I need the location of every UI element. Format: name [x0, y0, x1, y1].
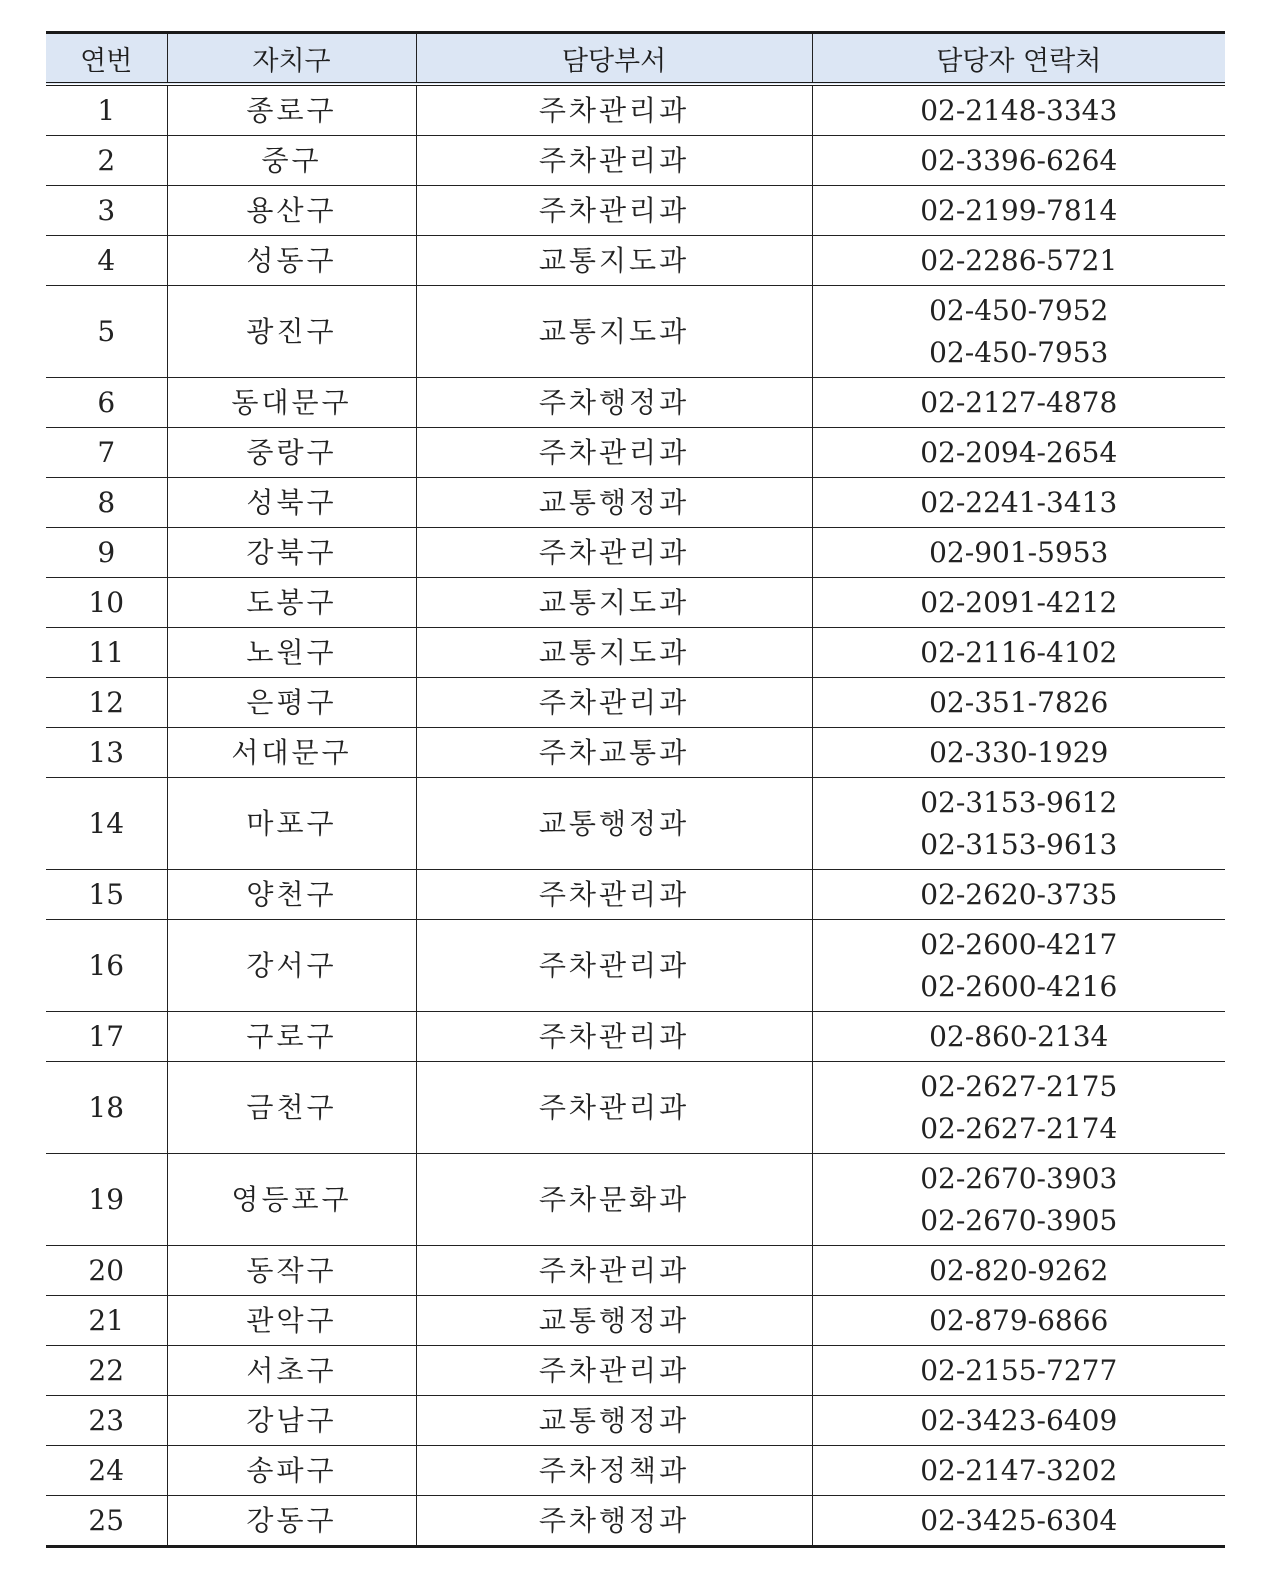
- table-row: [46, 920, 1225, 1012]
- phone-number: 02-351-7826: [929, 685, 1109, 719]
- table-row: [46, 1246, 1225, 1296]
- phone-number: 02-2620-3735: [920, 877, 1118, 911]
- table-row: [46, 628, 1225, 678]
- contact-cell: [812, 778, 1225, 870]
- row-number: 18: [46, 1062, 167, 1154]
- district-name: 노원구: [167, 628, 416, 678]
- district-name: 광진구: [167, 286, 416, 378]
- phone-number: 02-3425-6304: [920, 1503, 1118, 1537]
- phone-number: 02-450-7953: [929, 335, 1109, 369]
- table-row: [46, 1154, 1225, 1246]
- contact-table-container: [46, 31, 1225, 1548]
- department-name: 주차관리과: [416, 528, 812, 578]
- header-no: 연번: [46, 33, 167, 85]
- phone-number: 02-2286-5721: [920, 243, 1118, 277]
- row-number: 16: [46, 920, 167, 1012]
- district-name: 마포구: [167, 778, 416, 870]
- district-name: 강동구: [167, 1496, 416, 1547]
- phone-number: 02-2600-4217: [920, 927, 1118, 961]
- contact-cell: [812, 186, 1225, 236]
- table-header: [46, 33, 1225, 85]
- table-row: [46, 870, 1225, 920]
- contact-cell: [812, 578, 1225, 628]
- contact-cell: [812, 84, 1225, 136]
- department-name: 주차관리과: [416, 136, 812, 186]
- district-name: 영등포구: [167, 1154, 416, 1246]
- phone-number: 02-2116-4102: [920, 635, 1118, 669]
- department-name: 교통행정과: [416, 778, 812, 870]
- department-name: 교통행정과: [416, 478, 812, 528]
- table-row: [46, 528, 1225, 578]
- row-number: 23: [46, 1396, 167, 1446]
- row-number: 6: [46, 378, 167, 428]
- district-contact-table: [46, 31, 1225, 1548]
- district-name: 은평구: [167, 678, 416, 728]
- contact-cell: [812, 628, 1225, 678]
- table-body: [46, 84, 1225, 1547]
- table-row: [46, 84, 1225, 136]
- row-number: 12: [46, 678, 167, 728]
- table-row: [46, 1346, 1225, 1396]
- table-row: [46, 478, 1225, 528]
- department-name: 교통지도과: [416, 286, 812, 378]
- district-name: 관악구: [167, 1296, 416, 1346]
- phone-number: 02-2147-3202: [920, 1453, 1118, 1487]
- district-name: 서대문구: [167, 728, 416, 778]
- contact-cell: [812, 920, 1225, 1012]
- contact-cell: [812, 870, 1225, 920]
- phone-number: 02-2148-3343: [920, 93, 1118, 127]
- header-contact: 담당자 연락처: [812, 33, 1225, 85]
- phone-number: 02-3153-9613: [920, 827, 1118, 861]
- department-name: 교통행정과: [416, 1396, 812, 1446]
- department-name: 주차관리과: [416, 920, 812, 1012]
- phone-number: 02-2094-2654: [920, 435, 1118, 469]
- district-name: 종로구: [167, 84, 416, 136]
- table-row: [46, 1296, 1225, 1346]
- table-row: [46, 428, 1225, 478]
- contact-cell: [812, 136, 1225, 186]
- phone-number: 02-860-2134: [929, 1019, 1109, 1053]
- header-district: 자치구: [167, 33, 416, 85]
- contact-cell: [812, 478, 1225, 528]
- row-number: 2: [46, 136, 167, 186]
- department-name: 주차문화과: [416, 1154, 812, 1246]
- district-name: 서초구: [167, 1346, 416, 1396]
- contact-cell: [812, 1246, 1225, 1296]
- row-number: 14: [46, 778, 167, 870]
- table-row: [46, 286, 1225, 378]
- district-name: 중랑구: [167, 428, 416, 478]
- phone-number: 02-3396-6264: [920, 143, 1118, 177]
- row-number: 5: [46, 286, 167, 378]
- table-row: [46, 236, 1225, 286]
- phone-number: 02-2155-7277: [920, 1353, 1118, 1387]
- phone-number: 02-2600-4216: [920, 969, 1118, 1003]
- contact-cell: [812, 728, 1225, 778]
- row-number: 15: [46, 870, 167, 920]
- district-name: 동작구: [167, 1246, 416, 1296]
- district-name: 용산구: [167, 186, 416, 236]
- department-name: 교통행정과: [416, 1296, 812, 1346]
- department-name: 주차관리과: [416, 678, 812, 728]
- department-name: 주차관리과: [416, 428, 812, 478]
- row-number: 24: [46, 1446, 167, 1496]
- department-name: 주차관리과: [416, 1246, 812, 1296]
- row-number: 9: [46, 528, 167, 578]
- phone-number: 02-2670-3905: [920, 1203, 1118, 1237]
- table-row: [46, 1062, 1225, 1154]
- department-name: 주차행정과: [416, 378, 812, 428]
- table-row: [46, 678, 1225, 728]
- row-number: 13: [46, 728, 167, 778]
- header-department: 담당부서: [416, 33, 812, 85]
- phone-number: 02-879-6866: [929, 1303, 1109, 1337]
- district-name: 양천구: [167, 870, 416, 920]
- district-name: 성동구: [167, 236, 416, 286]
- department-name: 교통지도과: [416, 236, 812, 286]
- table-row: [46, 136, 1225, 186]
- phone-number: 02-820-9262: [929, 1253, 1109, 1287]
- phone-number: 02-2627-2174: [920, 1111, 1118, 1145]
- table-row: [46, 1446, 1225, 1496]
- district-name: 도봉구: [167, 578, 416, 628]
- contact-cell: [812, 1012, 1225, 1062]
- department-name: 주차관리과: [416, 1346, 812, 1396]
- department-name: 주차관리과: [416, 186, 812, 236]
- department-name: 주차관리과: [416, 870, 812, 920]
- contact-cell: [812, 1346, 1225, 1396]
- phone-number: 02-2091-4212: [920, 585, 1118, 619]
- row-number: 3: [46, 186, 167, 236]
- phone-number: 02-2627-2175: [920, 1069, 1118, 1103]
- phone-number: 02-2670-3903: [920, 1161, 1118, 1195]
- department-name: 주차행정과: [416, 1496, 812, 1547]
- contact-cell: [812, 236, 1225, 286]
- department-name: 교통지도과: [416, 578, 812, 628]
- district-name: 중구: [167, 136, 416, 186]
- department-name: 주차교통과: [416, 728, 812, 778]
- contact-cell: [812, 1154, 1225, 1246]
- district-name: 강남구: [167, 1396, 416, 1446]
- contact-cell: [812, 1062, 1225, 1154]
- phone-number: 02-2127-4878: [920, 385, 1118, 419]
- contact-cell: [812, 286, 1225, 378]
- header-row: [46, 33, 1225, 85]
- contact-cell: [812, 428, 1225, 478]
- contact-cell: [812, 1396, 1225, 1446]
- phone-number: 02-450-7952: [929, 293, 1109, 327]
- phone-number: 02-2241-3413: [920, 485, 1118, 519]
- table-row: [46, 1396, 1225, 1446]
- table-row: [46, 1496, 1225, 1547]
- row-number: 20: [46, 1246, 167, 1296]
- row-number: 7: [46, 428, 167, 478]
- row-number: 22: [46, 1346, 167, 1396]
- table-row: [46, 778, 1225, 870]
- row-number: 8: [46, 478, 167, 528]
- district-name: 금천구: [167, 1062, 416, 1154]
- district-name: 강북구: [167, 528, 416, 578]
- row-number: 10: [46, 578, 167, 628]
- phone-number: 02-901-5953: [929, 535, 1109, 569]
- table-row: [46, 186, 1225, 236]
- contact-cell: [812, 1496, 1225, 1547]
- department-name: 교통지도과: [416, 628, 812, 678]
- department-name: 주차관리과: [416, 1012, 812, 1062]
- department-name: 주차정책과: [416, 1446, 812, 1496]
- contact-cell: [812, 378, 1225, 428]
- table-row: [46, 378, 1225, 428]
- department-name: 주차관리과: [416, 84, 812, 136]
- row-number: 25: [46, 1496, 167, 1547]
- table-row: [46, 728, 1225, 778]
- row-number: 19: [46, 1154, 167, 1246]
- contact-cell: [812, 1296, 1225, 1346]
- district-name: 동대문구: [167, 378, 416, 428]
- phone-number: 02-330-1929: [929, 735, 1109, 769]
- phone-number: 02-3153-9612: [920, 785, 1118, 819]
- row-number: 11: [46, 628, 167, 678]
- row-number: 1: [46, 84, 167, 136]
- row-number: 17: [46, 1012, 167, 1062]
- contact-cell: [812, 678, 1225, 728]
- row-number: 21: [46, 1296, 167, 1346]
- row-number: 4: [46, 236, 167, 286]
- contact-cell: [812, 528, 1225, 578]
- phone-number: 02-3423-6409: [920, 1403, 1118, 1437]
- phone-number: 02-2199-7814: [920, 193, 1118, 227]
- table-row: [46, 1012, 1225, 1062]
- district-name: 성북구: [167, 478, 416, 528]
- district-name: 송파구: [167, 1446, 416, 1496]
- department-name: 주차관리과: [416, 1062, 812, 1154]
- district-name: 강서구: [167, 920, 416, 1012]
- table-row: [46, 578, 1225, 628]
- contact-cell: [812, 1446, 1225, 1496]
- district-name: 구로구: [167, 1012, 416, 1062]
